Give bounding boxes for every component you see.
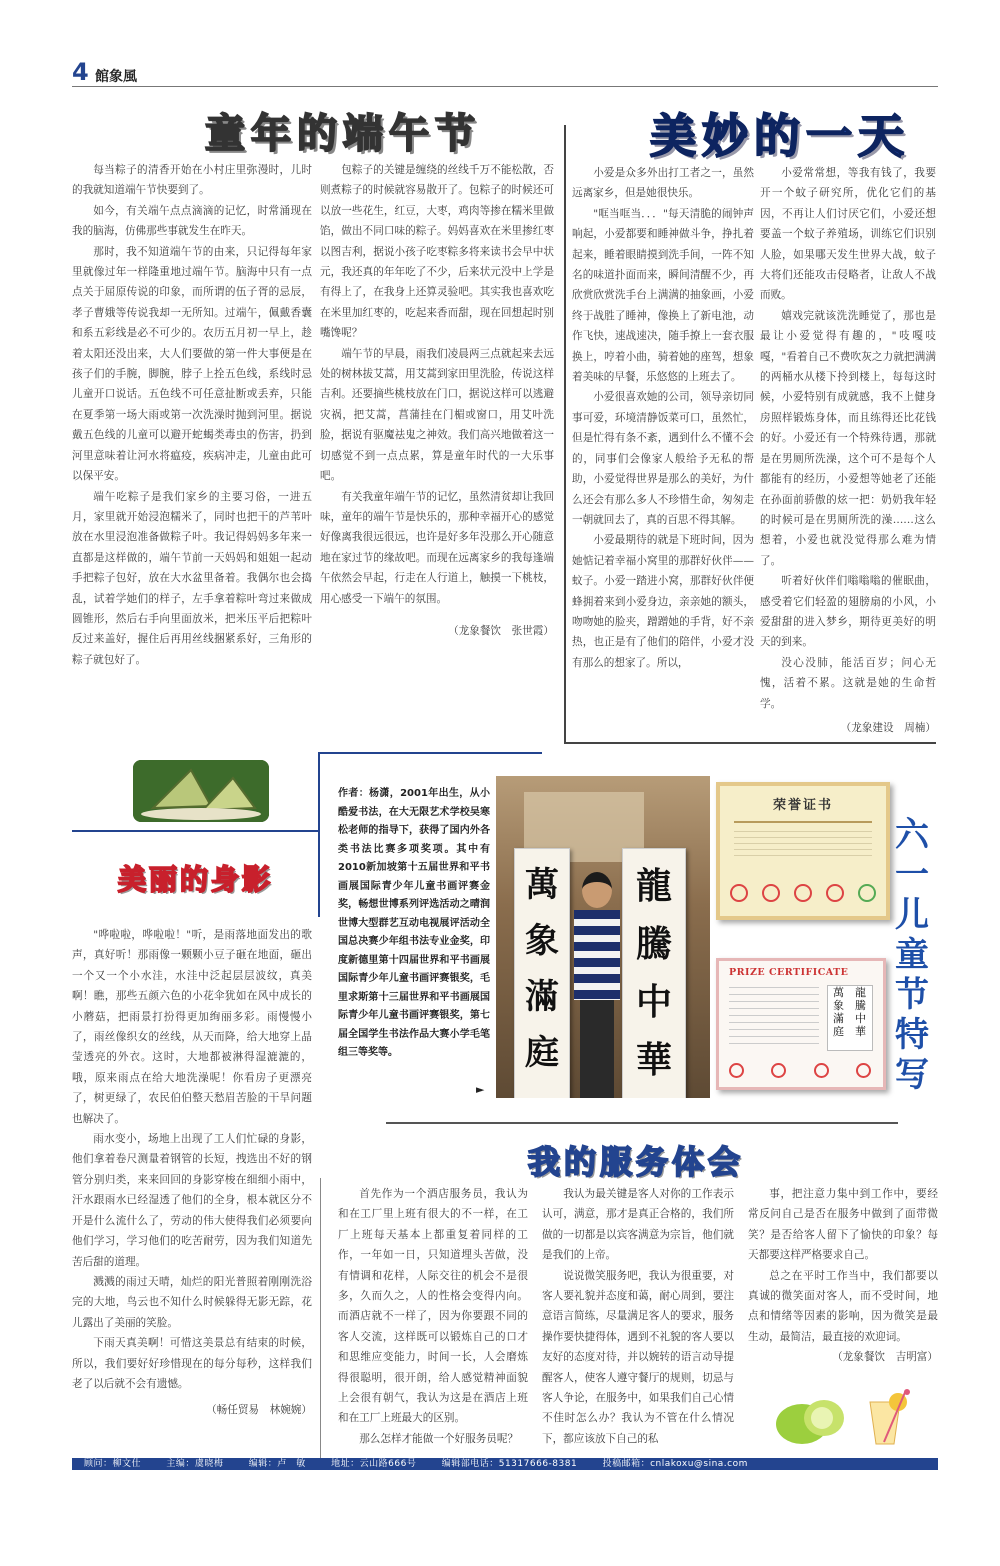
article2-title: 美妙的一天	[650, 109, 910, 163]
footer-email: 投稿邮箱：cnlakoxu@sina.com	[602, 1459, 748, 1469]
article3-signature: （畅任贸易 林婉婉）	[206, 1404, 312, 1417]
article1-title: 童年的端午节	[205, 111, 481, 157]
cert2-scroll-a: 萬象滿庭	[833, 986, 844, 1038]
paragraph: 有关我童年端午节的记忆，虽然清贫却让我回味，童年的端午节是快乐的，那种幸福开心的感觉好像离我很远很远，也许是好多年没那么开心随意地在家过节的缘故吧。而现在远离家乡的我每逢端午依然会早起，行走在人行道上，触摸一下桃枝，用心感受一下端午的氛围。	[320, 490, 554, 605]
scroll-right-text: 龍騰中華	[635, 865, 672, 1081]
paragraph: 那时，我不知道端午节的由来，只记得每年家里就像过年一样隆重地过端午节。脑海中只有一点点关于屈原传说的印象，而所谓的伍子胥的忌辰，孝子曹娥等传说我却一无所知。过端午，佩戴香囊和系五彩线是必不可少的。农历五月初一早上，趁着太阳还没出来，大人们要做的第一件大事便是在孩子们的手腕，脚腕，脖子上拴五色线，系线时忌儿童开口说话。五色线不可任意扯断或丢弃，只能在夏季第一场大雨或第一次洗澡时抛到河里。据说戴五色线的儿童可以避开蛇蝎类毒虫的伤害，扔到河里意味着让河水将瘟疫，疾病冲走，儿童由此可以保平安。	[72, 245, 312, 483]
footer-phone: 编辑部电话：51317666-8381	[441, 1459, 578, 1469]
paragraph: 雨水变小，场地上出现了工人们忙碌的身影，他们拿着卷尺测量着钢管的长短，拽选出不好的钢管分别归类，来来回回的身影穿梭在细细小雨中，汗水跟雨水已经湿透了他们的全身，根本就区分不开是什么流什么了，劳动的伟大使得我们必须要向他们学习，学习他们的吃苦耐劳，因为我们知道先苦后甜的道理。	[72, 1133, 312, 1268]
paragraph: 每当粽子的清香开始在小村庄里弥漫时，儿时的我就知道端午节快要到了。	[72, 164, 312, 197]
paragraph: 小爱最期待的就是下班时间，因为她惦记着幸福小窝里的那群好伙伴——蚊子。小爱一踏进小窝，那群好伙伴便蜂拥着来到小爱身边，亲亲她的额头，吻吻她的脸夹，蹭蹭她的手背，好不亲热，也正是有了他们的陪伴，小爱才没有那么的想家了。所以，	[572, 534, 754, 669]
paragraph: 听着好伙伴们嗡嗡嗡的催眠曲，感受着它们轻盈的翅膀扇的小风，小爱甜甜的进入梦乡，期待更美好的明天的到来。	[760, 575, 936, 649]
paragraph: 如今，有关端午点点滴滴的记忆，时常涌现在我的脑海，仿佛那些事就发生在昨天。	[72, 204, 312, 238]
feature-top-rule	[318, 752, 542, 754]
article3-top-rule	[72, 830, 320, 832]
calligraphy-photo	[496, 776, 710, 1098]
footer-address: 地址：云山路666号	[331, 1459, 417, 1469]
article3-right-rule	[320, 1178, 321, 1458]
footer-editor: 编辑：卢 敏	[248, 1459, 306, 1469]
paragraph: 小爱很喜欢她的公司，领导亲切同事可爱，环境清静饭菜可口，虽然忙，但是忙得有条不紊，遇到什么不懂不会的，同事们会像家人般给予无私的帮助，小爱觉得世界是那么的美好，为什么还会有那么多人不珍惜生命，匆匆走一朝就回去了，真的百思不得其解。	[572, 391, 754, 526]
prize-certificate	[716, 958, 886, 1090]
paragraph: 小爱常常想，等我有钱了，我要开一个蚊子研究所，优化它们的基因，不再让人们讨厌它们，小爱还想要盖一个蚊子养殖场，训练它们识别人脸，如果哪天发生世界大战，蚊子大将们还能攻击侵略者，让敌人不战而败。	[760, 167, 936, 302]
paragraph: 端午节的早晨，雨我们凌晨两三点就起来去远处的树林拔艾蒿，用艾蒿到家田里洗脸，传说这样吉利。还要摘些桃枝放在门口，据说这样可以逃避灾祸，把艾蒿，菖蒲挂在门楣或窗口，用艾叶洗脸，据说有驱魔祛鬼之神效。我们高兴地做着这一切感觉不到一点点累，算是童年时代的一大乐事吧。	[320, 347, 554, 483]
article2-col1	[572, 163, 754, 673]
paragraph: 说说微笑服务吧，我认为很重要，对客人要礼貌并态度和蔼，耐心周到，要注意语言简练，尽量满足客人的要求，服务操作要快捷得体，遇到不礼貌的客人要以友好的态度对待，并以婉转的语言动导提醒客人，使客人遵守餐厅的规则，切忌与客人争论，在服务中，如果我们自己心情不佳时怎么办？我认为不管在什么情况下，都应该放下自己的私	[542, 1269, 734, 1445]
footer-advisor: 顾问：柳文仕	[84, 1459, 142, 1469]
paragraph: 下雨天真美啊！可惜这美景总有结束的时候，所以，我们要好好珍惜现在的每分每秒，这样我们老了以后就不会有遗憾。	[72, 1337, 312, 1390]
paragraph: 端午吃粽子是我们家乡的主要习俗，一进五月，家里就开始浸泡糯米了，同时也把干的芦苇叶放在水里浸泡准备做粽子叶。我记得妈妈多年来一直都是这样做的，端午节前一天妈妈和姐姐一起动手把粽子包好，放在大水盆里备着。我偶尔也会捣乱，试着学她们的样子，左手拿着粽叶弯过来做成圆锥形，然后右手向里面放米，把米压平后把粽叶反过来盖好，握住后再用丝线捆紧系好，三角形的粽子就包好了。	[72, 490, 312, 666]
paragraph: "哐当哐当．．．"每天清脆的闹钟声响起，小爱都要和睡神做斗争，挣扎着起来，睡着眼睛摸到洗手间，一阵不知名的味道扑面而来，瞬间清醒不少，再欣赏欣赏洗手台上满满的抽象画，小爱终于战胜了睡神，像换上了新电池，动作飞快，速战速决，随手撩上一套衣服换上，哼着小曲，骑着她的座驾，想象着美味的早餐，乐悠悠的上班去了。	[572, 207, 754, 384]
article1-signature: （龙象餐饮 张世霞）	[448, 624, 554, 637]
article1-col2	[320, 160, 554, 641]
page-number: 4	[72, 58, 89, 86]
scroll-left-text: 萬象滿庭	[525, 865, 559, 1073]
article4-col1	[338, 1184, 528, 1449]
article1-col1	[72, 160, 312, 670]
article3-body	[72, 925, 312, 1421]
header-rule	[72, 86, 938, 87]
article4-top-rule	[386, 1122, 898, 1124]
article4-col3	[748, 1184, 938, 1368]
feature-left-rule	[318, 752, 320, 917]
article4-title: 我的服务体会	[528, 1143, 745, 1181]
cert-seals	[730, 884, 876, 904]
article2-col2	[760, 163, 936, 738]
article2-signature: （龙象建设 周楠）	[840, 721, 936, 734]
article4-signature: （龙象餐饮 吉明富）	[832, 1351, 938, 1364]
article2-left-border	[564, 125, 566, 743]
cert2-scroll-b: 龍騰中華	[855, 986, 866, 1038]
children-day-side-title: 六一儿童节特写	[895, 815, 929, 1095]
lemon-drink-illustration	[760, 1388, 924, 1450]
scroll-right	[622, 848, 686, 1098]
article2-bottom-border	[564, 742, 936, 744]
article4-col2	[542, 1184, 734, 1449]
paragraph: 溅溅的雨过天晴，灿烂的阳光普照着刚刚洗浴完的大地，鸟云也不知什么时候躲得无影无踪，花儿露出了美丽的笑脸。	[72, 1275, 312, 1329]
zongzi-image	[133, 760, 269, 822]
footer-chief-editor: 主编：虞晓梅	[166, 1459, 224, 1469]
paragraph: 包粽子的关键是缠绕的丝线千万不能松散，否则煮粽子的时候就容易散开了。包粽子的时候还可以放一些花生，红豆，大枣，鸡肉等掺在糯米里做馅，做出不同口味的粽子。妈妈喜欢在米里掺红枣以图吉利，据说小孩子吃枣粽多将来读书会早中状元，我还真的年年吃了不少，后来状元没中上学是有得上了，在我身上还算灵验吧。其实我也喜欢吃在米里加红枣的，吃起来香而甜，现在回想起时别嘴馋呢？	[320, 164, 554, 340]
footer-bar	[72, 1458, 938, 1470]
scroll-left	[514, 848, 570, 1098]
cert2-seals	[729, 1063, 871, 1079]
section-name: 館象風	[95, 69, 137, 85]
honor-certificate	[716, 782, 890, 920]
child-figure	[574, 872, 620, 1098]
paragraph: 我认为最关键是客人对你的工作表示认可，满意，那才是真正合格的，我们所做的一切都是以宾客满意为宗旨，他们就是我们的上帝。	[542, 1188, 734, 1262]
paragraph: 没心没肺，能活百岁；问心无愧，活着不累。这就是她的生命哲学。	[760, 656, 936, 710]
paragraph: 事，把注意力集中到工作中，要经常反问自己是否在服务中做到了面带微笑？是否给客人留下了愉快的印象？每天都要这样严格要求自己。	[748, 1188, 938, 1262]
bio-arrow-icon: ►	[476, 1083, 485, 1096]
paragraph: 嬉戏完就该洗洗睡觉了，那也是最让小爱觉得有趣的，"吱嘎吱嘎，"看着自己不费吹灰之力就把满满的两桶水从楼下拎到楼上，每每这时候，小爱特别有成就感，我不上健身房照样锻炼身体，而且练得还比花钱的好。小爱还有一个特殊待遇，那就是在男厕所洗澡，这个可不是每个人都能有的经历，小爱想等她老了还能在孙面前骄傲的炫一把：奶奶我年轻的时候可是在男厕所洗的澡……这么想着，小爱也就没觉得那么难为情了。	[760, 309, 936, 567]
paragraph: 小爱是众多外出打工者之一，虽然远离家乡，但是她很快乐。	[572, 167, 754, 200]
paragraph: 那么怎样才能做一个好服务员呢？	[359, 1432, 519, 1445]
paragraph: 首先作为一个酒店服务员，我认为和在工厂里上班有很大的不一样，在工厂上班每天基本上都重复着同样的工作，一年如一日，只知道埋头苦做，没有情调和花样，人际交往的机会不是很多，久而久之，人的性格会变得内向。而酒店就不一样了，因为你要跟不同的客人交流，这样既可以锻炼自己的口才和思维应变能力，时间一长，人会磨炼得很聪明，很开朗，给人感觉精神面貌上会很有朝气，我认为这是在酒店上班和在工厂上班最大的区别。	[338, 1188, 528, 1425]
honor-certificate-title: 荣誉证书	[772, 798, 833, 813]
paragraph: 总之在平时工作当中，我们都要以真诚的微笑面对客人，而不受时间，地点和情绪等因素的影响，因为微笑是最生动，最简洁，最直接的欢迎词。	[748, 1269, 938, 1343]
paragraph: "哗啦啦，哗啦啦！"听，是雨落地面发出的歌声，真好听！那雨像一颗颗小豆子砸在地面，砸出一个又一个小水洼，水洼中泛起层层波纹，真美啊！瞧，那些五颜六色的小花伞犹如在风中成长的小蘑菇，把雨景打扮得更加绚丽多彩。雨慢慢小了，雨丝像织女的丝线，从天而降，给大地穿上晶莹透亮的外衣。这时，大地都被淋得湿漉漉的，哦，原来雨点在给大地洗澡呢！你看房子更漂亮了，树更绿了，农民伯伯整天愁眉苦脸的干旱问题也解决了。	[72, 929, 312, 1125]
prize-certificate-title: PRIZE CERTIFICATE	[729, 967, 849, 978]
author-bio: 作者：杨潇，2001年出生，从小酷爱书法，在大无限艺术学校吴寒松老师的指导下，获得了国内外各类书法比赛多项奖项。其中有2010新加坡第十五届世界和平书画展国际青少年儿童书画评赛金奖，畅想世博系列评选活动之晴润世博大型群艺互动电视展评活动全国总决赛少年组书法专业金奖，印度新德里第十四届世界和平书画展国际青少年儿童书画评赛银奖，毛里求斯第十三届世界和平书画展国际青少年儿童书画评赛银奖，第七届全国学生书法作品大赛小学毛笔组三等奖等。	[338, 788, 490, 1058]
article3-title: 美丽的身影	[118, 863, 274, 896]
